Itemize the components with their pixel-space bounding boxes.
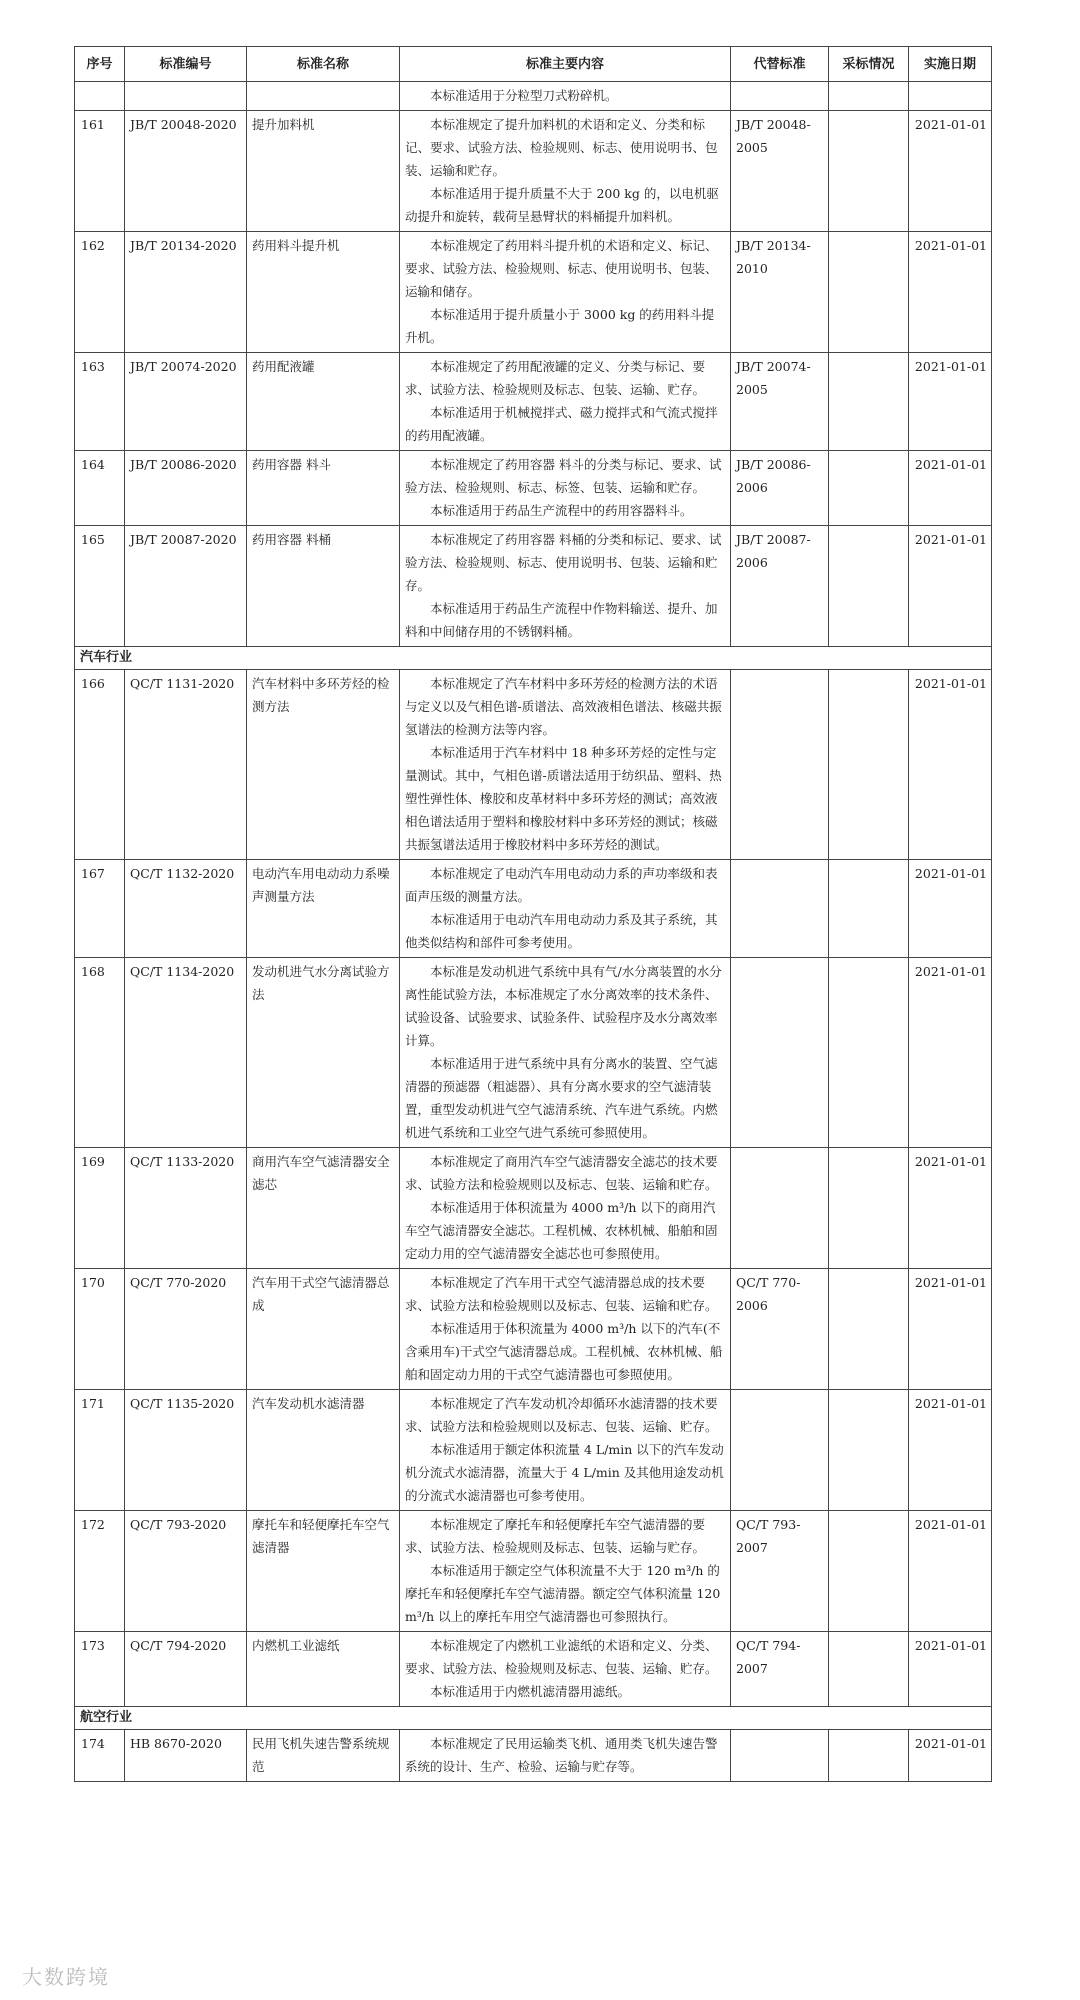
content-paragraph: 本标准适用于提升质量小于 3000 kg 的药用料斗提升机。 <box>405 307 715 345</box>
replaced-standard: JB/T 20087-2006 <box>731 526 829 647</box>
effective-date: 2021-01-01 <box>909 526 992 647</box>
standard-content <box>400 670 731 860</box>
standard-name: 汽车发动机水滤清器 <box>247 1390 400 1511</box>
replaced-standard <box>731 958 829 1148</box>
content-paragraph: 本标准规定了药用容器 料桶的分类和标记、要求、试验方法、检验规则、标志、使用说明书、包装、运输和贮存。 <box>405 532 722 593</box>
table-row <box>75 353 992 451</box>
content-paragraph: 本标准适用于汽车材料中 18 种多环芳烃的定性与定量测试。其中，气相色谱-质谱法适用于纺织品、塑料、热塑性弹性体、橡胶和皮革材料中多环芳烃的测试；高效液相色谱法适用于塑料和橡胶材料中多环芳烃的测试；核磁共振氢谱法适用于橡胶材料中多环芳烃的测试。 <box>405 745 722 852</box>
effective-date: 2021-01-01 <box>909 451 992 526</box>
row-number: 174 <box>75 1730 125 1782</box>
column-header: 实施日期 <box>909 47 992 82</box>
standards-table-page <box>74 46 991 1782</box>
adoption-status <box>829 1148 909 1269</box>
section-title: 航空行业 <box>75 1707 992 1730</box>
content-paragraph: 本标准规定了内燃机工业滤纸的术语和定义、分类、要求、试验方法、检验规则及标志、包装、运输、贮存。 <box>405 1638 718 1676</box>
replaced-standard: QC/T 794-2007 <box>731 1632 829 1707</box>
row-number: 161 <box>75 111 125 232</box>
row-number: 165 <box>75 526 125 647</box>
standard-name: 电动汽车用电动动力系噪声测量方法 <box>247 860 400 958</box>
continuation-text: 本标准适用于分粒型刀式粉碎机。 <box>430 88 618 103</box>
standard-content <box>400 353 731 451</box>
standard-name: 商用汽车空气滤清器安全滤芯 <box>247 1148 400 1269</box>
replaced-standard <box>731 1390 829 1511</box>
standard-code: QC/T 1131-2020 <box>125 670 247 860</box>
standard-code: JB/T 20074-2020 <box>125 353 247 451</box>
standard-content <box>400 958 731 1148</box>
replaced-standard: JB/T 20048-2005 <box>731 111 829 232</box>
content-paragraph: 本标准规定了汽车用干式空气滤清器总成的技术要求、试验方法和检验规则以及标志、包装、运输和贮存。 <box>405 1275 718 1313</box>
standard-content <box>400 1269 731 1390</box>
standard-code: QC/T 793-2020 <box>125 1511 247 1632</box>
adoption-status <box>829 353 909 451</box>
replaced-standard: QC/T 793-2007 <box>731 1511 829 1632</box>
standard-code: JB/T 20134-2020 <box>125 232 247 353</box>
table-row <box>75 1390 992 1511</box>
adoption-status <box>829 111 909 232</box>
standard-content <box>400 1390 731 1511</box>
replaced-standard: JB/T 20074-2005 <box>731 353 829 451</box>
content-paragraph: 本标准规定了电动汽车用电动动力系的声功率级和表面声压级的测量方法。 <box>405 866 718 904</box>
replaced-standard <box>731 670 829 860</box>
standard-content <box>400 1730 731 1782</box>
adoption-status <box>829 232 909 353</box>
content-paragraph: 本标准规定了商用汽车空气滤清器安全滤芯的技术要求、试验方法和检验规则以及标志、包装、运输和贮存。 <box>405 1154 718 1192</box>
section-title: 汽车行业 <box>75 647 992 670</box>
adoption-status <box>829 1730 909 1782</box>
section-row <box>75 1707 992 1730</box>
standard-name: 药用容器 料桶 <box>247 526 400 647</box>
row-number: 166 <box>75 670 125 860</box>
adoption-status <box>829 1632 909 1707</box>
content-paragraph: 本标准适用于药品生产流程中作物料输送、提升、加料和中间储存用的不锈钢料桶。 <box>405 601 718 639</box>
content-paragraph: 本标准规定了汽车材料中多环芳烃的检测方法的术语与定义以及气相色谱-质谱法、高效液相色谱法、核磁共振氢谱法的检测方法等内容。 <box>405 676 722 737</box>
column-header: 采标情况 <box>829 47 909 82</box>
row-number: 169 <box>75 1148 125 1269</box>
standard-name: 药用料斗提升机 <box>247 232 400 353</box>
content-paragraph: 本标准适用于额定空气体积流量不大于 120 m³/h 的摩托车和轻便摩托车空气滤清器。额定空气体积流量 120 m³/h 以上的摩托车用空气滤清器也可参照执行。 <box>405 1563 721 1624</box>
section-row <box>75 647 992 670</box>
table-row <box>75 1632 992 1707</box>
content-paragraph: 本标准适用于体积流量为 4000 m³/h 以下的商用汽车空气滤清器安全滤芯。工程机械、农林机械、船舶和固定动力用的空气滤清器安全滤芯也可参照使用。 <box>405 1200 718 1261</box>
table-row <box>75 1511 992 1632</box>
table-row <box>75 232 992 353</box>
standard-content <box>400 1632 731 1707</box>
standard-content <box>400 860 731 958</box>
content-paragraph: 本标准适用于电动汽车用电动动力系及其子系统，其他类似结构和部件可参考使用。 <box>405 912 718 950</box>
row-number: 162 <box>75 232 125 353</box>
standard-name: 提升加料机 <box>247 111 400 232</box>
effective-date: 2021-01-01 <box>909 670 992 860</box>
effective-date: 2021-01-01 <box>909 1632 992 1707</box>
column-header: 代替标准 <box>731 47 829 82</box>
row-number: 167 <box>75 860 125 958</box>
row-number: 170 <box>75 1269 125 1390</box>
standard-name: 内燃机工业滤纸 <box>247 1632 400 1707</box>
standard-code: QC/T 1134-2020 <box>125 958 247 1148</box>
content-paragraph: 本标准是发动机进气系统中具有气/水分离装置的水分离性能试验方法，本标准规定了水分离效率的技术条件、试验设备、试验要求、试验条件、试验程序及水分离效率计算。 <box>405 964 722 1048</box>
standard-content <box>400 526 731 647</box>
row-number: 171 <box>75 1390 125 1511</box>
standard-name: 民用飞机失速告警系统规范 <box>247 1730 400 1782</box>
replaced-standard: JB/T 20086-2006 <box>731 451 829 526</box>
effective-date: 2021-01-01 <box>909 111 992 232</box>
table-body <box>75 82 992 1782</box>
content-paragraph: 本标准规定了汽车发动机冷却循环水滤清器的技术要求、试验方法和检验规则以及标志、包装、运输、贮存。 <box>405 1396 718 1434</box>
standard-content <box>400 1511 731 1632</box>
standard-content <box>400 451 731 526</box>
standard-code: HB 8670-2020 <box>125 1730 247 1782</box>
standard-name: 汽车材料中多环芳烃的检测方法 <box>247 670 400 860</box>
effective-date: 2021-01-01 <box>909 232 992 353</box>
effective-date: 2021-01-01 <box>909 1511 992 1632</box>
effective-date: 2021-01-01 <box>909 1148 992 1269</box>
row-number: 163 <box>75 353 125 451</box>
content-paragraph: 本标准适用于机械搅拌式、磁力搅拌式和气流式搅拌的药用配液罐。 <box>405 405 718 443</box>
content-paragraph: 本标准规定了药用容器 料斗的分类与标记、要求、试验方法、检验规则、标志、标签、包装、运输和贮存。 <box>405 457 722 495</box>
replaced-standard <box>731 860 829 958</box>
content-paragraph: 本标准适用于药品生产流程中的药用容器料斗。 <box>430 503 693 518</box>
standard-code: QC/T 770-2020 <box>125 1269 247 1390</box>
effective-date: 2021-01-01 <box>909 860 992 958</box>
table-row <box>75 1148 992 1269</box>
effective-date: 2021-01-01 <box>909 1730 992 1782</box>
content-paragraph: 本标准适用于体积流量为 4000 m³/h 以下的汽车(不含乘用车)干式空气滤清器总成。工程机械、农林机械、船舶和固定动力用的干式空气滤清器也可参照使用。 <box>405 1321 723 1382</box>
effective-date: 2021-01-01 <box>909 1390 992 1511</box>
standard-name: 药用配液罐 <box>247 353 400 451</box>
content-paragraph: 本标准适用于额定体积流量 4 L/min 以下的汽车发动机分流式水滤清器，流量大于 4 L/min 及其他用途发动机的分流式水滤清器也可参考使用。 <box>405 1442 724 1503</box>
standard-name: 药用容器 料斗 <box>247 451 400 526</box>
table-row <box>75 526 992 647</box>
content-paragraph: 本标准适用于提升质量不大于 200 kg 的，以电机驱动提升和旋转，载荷呈悬臂状的料桶提升加料机。 <box>405 186 719 224</box>
table-row <box>75 860 992 958</box>
effective-date: 2021-01-01 <box>909 353 992 451</box>
adoption-status <box>829 670 909 860</box>
standard-name: 发动机进气水分离试验方法 <box>247 958 400 1148</box>
row-number: 168 <box>75 958 125 1148</box>
standard-name: 汽车用干式空气滤清器总成 <box>247 1269 400 1390</box>
adoption-status <box>829 1269 909 1390</box>
column-header: 标准编号 <box>125 47 247 82</box>
row-number: 164 <box>75 451 125 526</box>
adoption-status <box>829 1511 909 1632</box>
adoption-status <box>829 860 909 958</box>
effective-date: 2021-01-01 <box>909 958 992 1148</box>
content-paragraph: 本标准规定了药用料斗提升机的术语和定义、标记、要求、试验方法、检验规则、标志、使用说明书、包装、运输和储存。 <box>405 238 718 299</box>
content-paragraph: 本标准规定了摩托车和轻便摩托车空气滤清器的要求、试验方法、检验规则及标志、包装、运输与贮存。 <box>405 1517 706 1555</box>
content-paragraph: 本标准规定了提升加料机的术语和定义、分类和标记、要求、试验方法、检验规则、标志、使用说明书、包装、运输和贮存。 <box>405 117 718 178</box>
table-row <box>75 1730 992 1782</box>
table-header <box>75 47 992 82</box>
table-row <box>75 451 992 526</box>
adoption-status <box>829 526 909 647</box>
standards-table <box>74 46 992 1782</box>
standard-code: QC/T 1135-2020 <box>125 1390 247 1511</box>
row-number: 173 <box>75 1632 125 1707</box>
table-row <box>75 111 992 232</box>
replaced-standard <box>731 1730 829 1782</box>
adoption-status <box>829 1390 909 1511</box>
standard-code: JB/T 20086-2020 <box>125 451 247 526</box>
column-header: 序号 <box>75 47 125 82</box>
table-row <box>75 958 992 1148</box>
standard-content <box>400 111 731 232</box>
column-header: 标准主要内容 <box>400 47 731 82</box>
watermark-logo: 大数跨境 <box>22 1965 110 1989</box>
content-paragraph: 本标准规定了药用配液罐的定义、分类与标记、要求、试验方法、检验规则及标志、包装、运输、贮存。 <box>405 359 706 397</box>
standard-name: 摩托车和轻便摩托车空气滤清器 <box>247 1511 400 1632</box>
content-paragraph: 本标准规定了民用运输类飞机、通用类飞机失速告警系统的设计、生产、检验、运输与贮存等。 <box>405 1736 718 1774</box>
standard-content <box>400 232 731 353</box>
standard-code: JB/T 20048-2020 <box>125 111 247 232</box>
content-paragraph: 本标准适用于内燃机滤清器用滤纸。 <box>430 1684 631 1699</box>
replaced-standard: QC/T 770-2006 <box>731 1269 829 1390</box>
content-paragraph: 本标准适用于进气系统中具有分离水的装置、空气滤清器的预滤器（粗滤器）、具有分离水要求的空气滤清装置，重型发动机进气空气滤清系统、汽车进气系统。内燃机进气系统和工业空气进气系统可参照使用。 <box>405 1056 718 1140</box>
standard-code: JB/T 20087-2020 <box>125 526 247 647</box>
continuation-row <box>75 82 992 111</box>
table-row <box>75 1269 992 1390</box>
replaced-standard <box>731 1148 829 1269</box>
standard-code: QC/T 794-2020 <box>125 1632 247 1707</box>
column-header: 标准名称 <box>247 47 400 82</box>
standard-code: QC/T 1133-2020 <box>125 1148 247 1269</box>
effective-date: 2021-01-01 <box>909 1269 992 1390</box>
replaced-standard: JB/T 20134-2010 <box>731 232 829 353</box>
table-row <box>75 670 992 860</box>
standard-code: QC/T 1132-2020 <box>125 860 247 958</box>
standard-content <box>400 1148 731 1269</box>
row-number: 172 <box>75 1511 125 1632</box>
adoption-status <box>829 451 909 526</box>
adoption-status <box>829 958 909 1148</box>
